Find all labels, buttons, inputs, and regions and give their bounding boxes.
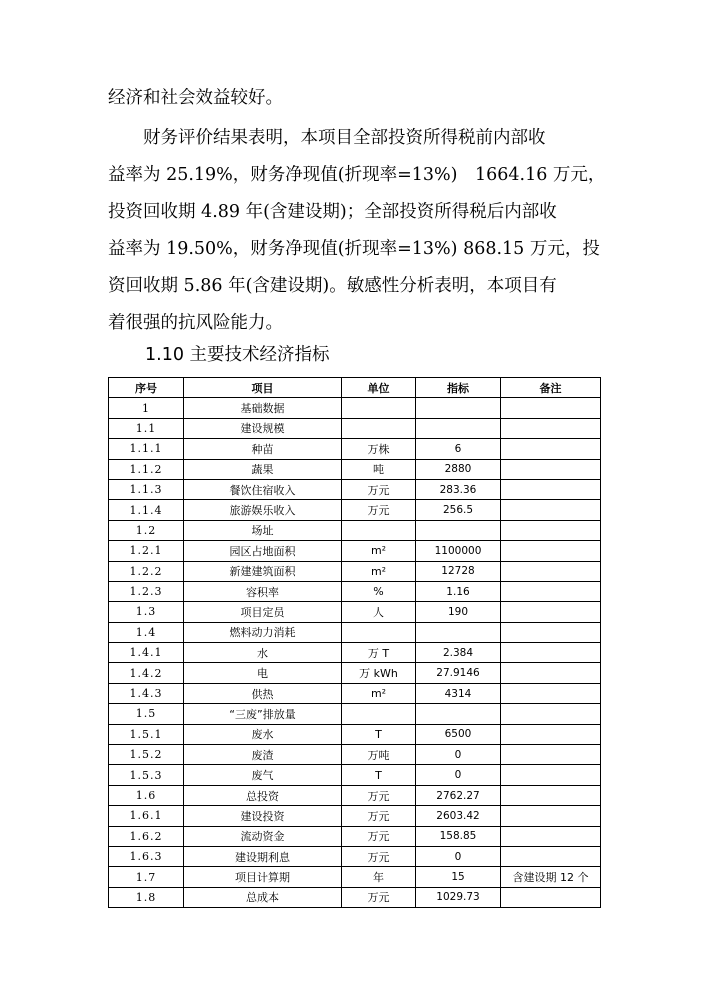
cell-remark <box>501 765 601 785</box>
table-row <box>109 520 601 540</box>
cell-remark <box>501 602 601 622</box>
cell-unit: 万吨 <box>342 745 416 765</box>
table-row <box>109 622 601 642</box>
cell-number: 1.5.1 <box>109 724 184 744</box>
cell-remark <box>501 520 601 540</box>
cell-indicator: 12728 <box>416 561 501 581</box>
cell-indicator: 2880 <box>416 459 501 479</box>
cell-remark <box>501 459 601 479</box>
cell-unit: T <box>342 765 416 785</box>
table-row <box>109 663 601 683</box>
paragraph-1 <box>108 80 608 117</box>
header-item: 项目 <box>184 378 342 398</box>
cell-indicator <box>416 418 501 438</box>
table-row <box>109 541 601 561</box>
paragraph-line: 益率为 25.19%，财务净现值(折现率=13%) 1664.16 万元， <box>108 165 606 185</box>
cell-remark <box>501 500 601 520</box>
table-body <box>109 398 601 908</box>
cell-item: 供热 <box>184 683 342 703</box>
cell-remark <box>501 745 601 765</box>
cell-indicator: 1.16 <box>416 581 501 601</box>
cell-unit: % <box>342 581 416 601</box>
cell-remark <box>501 581 601 601</box>
cell-number: 1.8 <box>109 887 184 907</box>
cell-remark <box>501 439 601 459</box>
cell-remark <box>501 418 601 438</box>
table-row <box>109 846 601 866</box>
cell-unit: 万元 <box>342 500 416 520</box>
cell-number: 1.2 <box>109 520 184 540</box>
table-row <box>109 765 601 785</box>
cell-indicator: 27.9146 <box>416 663 501 683</box>
cell-number: 1.1.2 <box>109 459 184 479</box>
cell-number: 1.2.2 <box>109 561 184 581</box>
cell-item: “三废”排放量 <box>184 704 342 724</box>
cell-number: 1 <box>109 398 184 418</box>
cell-unit: m² <box>342 541 416 561</box>
cell-unit <box>342 398 416 418</box>
cell-remark <box>501 887 601 907</box>
cell-number: 1.6.2 <box>109 826 184 846</box>
cell-number: 1.5.3 <box>109 765 184 785</box>
cell-number: 1.4 <box>109 622 184 642</box>
cell-remark <box>501 643 601 663</box>
table-header-row <box>109 378 601 398</box>
cell-item: 电 <box>184 663 342 683</box>
table-row <box>109 887 601 907</box>
cell-remark <box>501 724 601 744</box>
cell-remark <box>501 541 601 561</box>
cell-remark <box>501 622 601 642</box>
cell-item: 餐饮住宿收入 <box>184 479 342 499</box>
cell-indicator: 1029.73 <box>416 887 501 907</box>
cell-unit: 万株 <box>342 439 416 459</box>
cell-indicator <box>416 704 501 724</box>
cell-remark <box>501 479 601 499</box>
cell-unit: 万元 <box>342 826 416 846</box>
table-row <box>109 561 601 581</box>
cell-unit <box>342 622 416 642</box>
cell-item: 建设规模 <box>184 418 342 438</box>
cell-unit: 万元 <box>342 785 416 805</box>
cell-number: 1.4.1 <box>109 643 184 663</box>
header-unit: 单位 <box>342 378 416 398</box>
cell-indicator: 0 <box>416 765 501 785</box>
cell-number: 1.5.2 <box>109 745 184 765</box>
header-indicator: 指标 <box>416 378 501 398</box>
table-row <box>109 581 601 601</box>
table-row <box>109 479 601 499</box>
cell-remark: 含建设期 12 个 <box>501 867 601 887</box>
cell-item: 流动资金 <box>184 826 342 846</box>
cell-number: 1.2.3 <box>109 581 184 601</box>
cell-indicator: 158.85 <box>416 826 501 846</box>
cell-indicator: 4314 <box>416 683 501 703</box>
cell-unit: 万 T <box>342 643 416 663</box>
cell-indicator: 15 <box>416 867 501 887</box>
paragraph-2 <box>108 120 608 342</box>
cell-remark <box>501 683 601 703</box>
cell-unit: 吨 <box>342 459 416 479</box>
table-row <box>109 724 601 744</box>
cell-number: 1.1 <box>109 418 184 438</box>
cell-indicator: 1100000 <box>416 541 501 561</box>
table-row <box>109 704 601 724</box>
table-row <box>109 418 601 438</box>
cell-number: 1.6.1 <box>109 806 184 826</box>
cell-indicator: 190 <box>416 602 501 622</box>
cell-item: 旅游娱乐收入 <box>184 500 342 520</box>
table-row <box>109 826 601 846</box>
cell-unit: T <box>342 724 416 744</box>
table-row <box>109 398 601 418</box>
cell-item: 总投资 <box>184 785 342 805</box>
cell-indicator: 0 <box>416 745 501 765</box>
cell-unit: 万元 <box>342 887 416 907</box>
cell-item: 种苗 <box>184 439 342 459</box>
cell-indicator: 2.384 <box>416 643 501 663</box>
cell-number: 1.6 <box>109 785 184 805</box>
cell-item: 建设期利息 <box>184 846 342 866</box>
table-row <box>109 500 601 520</box>
table-row <box>109 785 601 805</box>
cell-indicator: 6500 <box>416 724 501 744</box>
cell-remark <box>501 826 601 846</box>
cell-remark <box>501 561 601 581</box>
cell-remark <box>501 663 601 683</box>
cell-indicator <box>416 398 501 418</box>
cell-remark <box>501 704 601 724</box>
cell-unit: m² <box>342 683 416 703</box>
cell-remark <box>501 398 601 418</box>
cell-unit <box>342 418 416 438</box>
cell-indicator: 6 <box>416 439 501 459</box>
cell-indicator: 2762.27 <box>416 785 501 805</box>
cell-unit: 万元 <box>342 846 416 866</box>
cell-unit: 年 <box>342 867 416 887</box>
cell-item: 项目定员 <box>184 602 342 622</box>
cell-number: 1.2.1 <box>109 541 184 561</box>
cell-unit: 万 kWh <box>342 663 416 683</box>
table-row <box>109 439 601 459</box>
cell-item: 燃料动力消耗 <box>184 622 342 642</box>
table-row <box>109 602 601 622</box>
cell-indicator: 0 <box>416 846 501 866</box>
cell-item: 建设投资 <box>184 806 342 826</box>
cell-item: 水 <box>184 643 342 663</box>
cell-item: 蔬果 <box>184 459 342 479</box>
table-row <box>109 459 601 479</box>
cell-number: 1.5 <box>109 704 184 724</box>
cell-number: 1.1.4 <box>109 500 184 520</box>
cell-unit: 万元 <box>342 479 416 499</box>
cell-number: 1.1.3 <box>109 479 184 499</box>
paragraph-line: 着很强的抗风险能力。 <box>108 313 283 333</box>
cell-unit <box>342 704 416 724</box>
cell-indicator <box>416 520 501 540</box>
section-heading: 1.10 主要技术经济指标 <box>145 345 330 365</box>
header-remark: 备注 <box>501 378 601 398</box>
header-number: 序号 <box>109 378 184 398</box>
cell-number: 1.3 <box>109 602 184 622</box>
cell-unit: 万元 <box>342 806 416 826</box>
cell-item: 废气 <box>184 765 342 785</box>
cell-unit: 人 <box>342 602 416 622</box>
table-row <box>109 683 601 703</box>
cell-remark <box>501 806 601 826</box>
cell-indicator: 256.5 <box>416 500 501 520</box>
cell-item: 场址 <box>184 520 342 540</box>
paragraph-line: 投资回收期 4.89 年(含建设期)；全部投资所得税后内部收 <box>108 202 557 222</box>
paragraph-line: 益率为 19.50%，财务净现值(折现率=13%) 868.15 万元，投 <box>108 239 600 259</box>
cell-indicator: 2603.42 <box>416 806 501 826</box>
cell-remark <box>501 846 601 866</box>
cell-indicator: 283.36 <box>416 479 501 499</box>
cell-item: 基础数据 <box>184 398 342 418</box>
indicator-table <box>108 377 601 908</box>
table-row <box>109 745 601 765</box>
cell-indicator <box>416 622 501 642</box>
cell-item: 废水 <box>184 724 342 744</box>
cell-number: 1.1.1 <box>109 439 184 459</box>
table-row <box>109 643 601 663</box>
cell-item: 园区占地面积 <box>184 541 342 561</box>
cell-item: 容积率 <box>184 581 342 601</box>
cell-number: 1.4.2 <box>109 663 184 683</box>
paragraph-line: 财务评价结果表明，本项目全部投资所得税前内部收 <box>143 128 546 148</box>
cell-number: 1.7 <box>109 867 184 887</box>
cell-item: 项目计算期 <box>184 867 342 887</box>
cell-remark <box>501 785 601 805</box>
cell-number: 1.4.3 <box>109 683 184 703</box>
cell-item: 废渣 <box>184 745 342 765</box>
cell-unit <box>342 520 416 540</box>
cell-item: 总成本 <box>184 887 342 907</box>
paragraph-line: 经济和社会效益较好。 <box>108 88 283 108</box>
table-row <box>109 806 601 826</box>
cell-unit: m² <box>342 561 416 581</box>
table-row <box>109 867 601 887</box>
cell-number: 1.6.3 <box>109 846 184 866</box>
paragraph-line: 资回收期 5.86 年(含建设期)。敏感性分析表明，本项目有 <box>108 276 557 296</box>
cell-item: 新建建筑面积 <box>184 561 342 581</box>
